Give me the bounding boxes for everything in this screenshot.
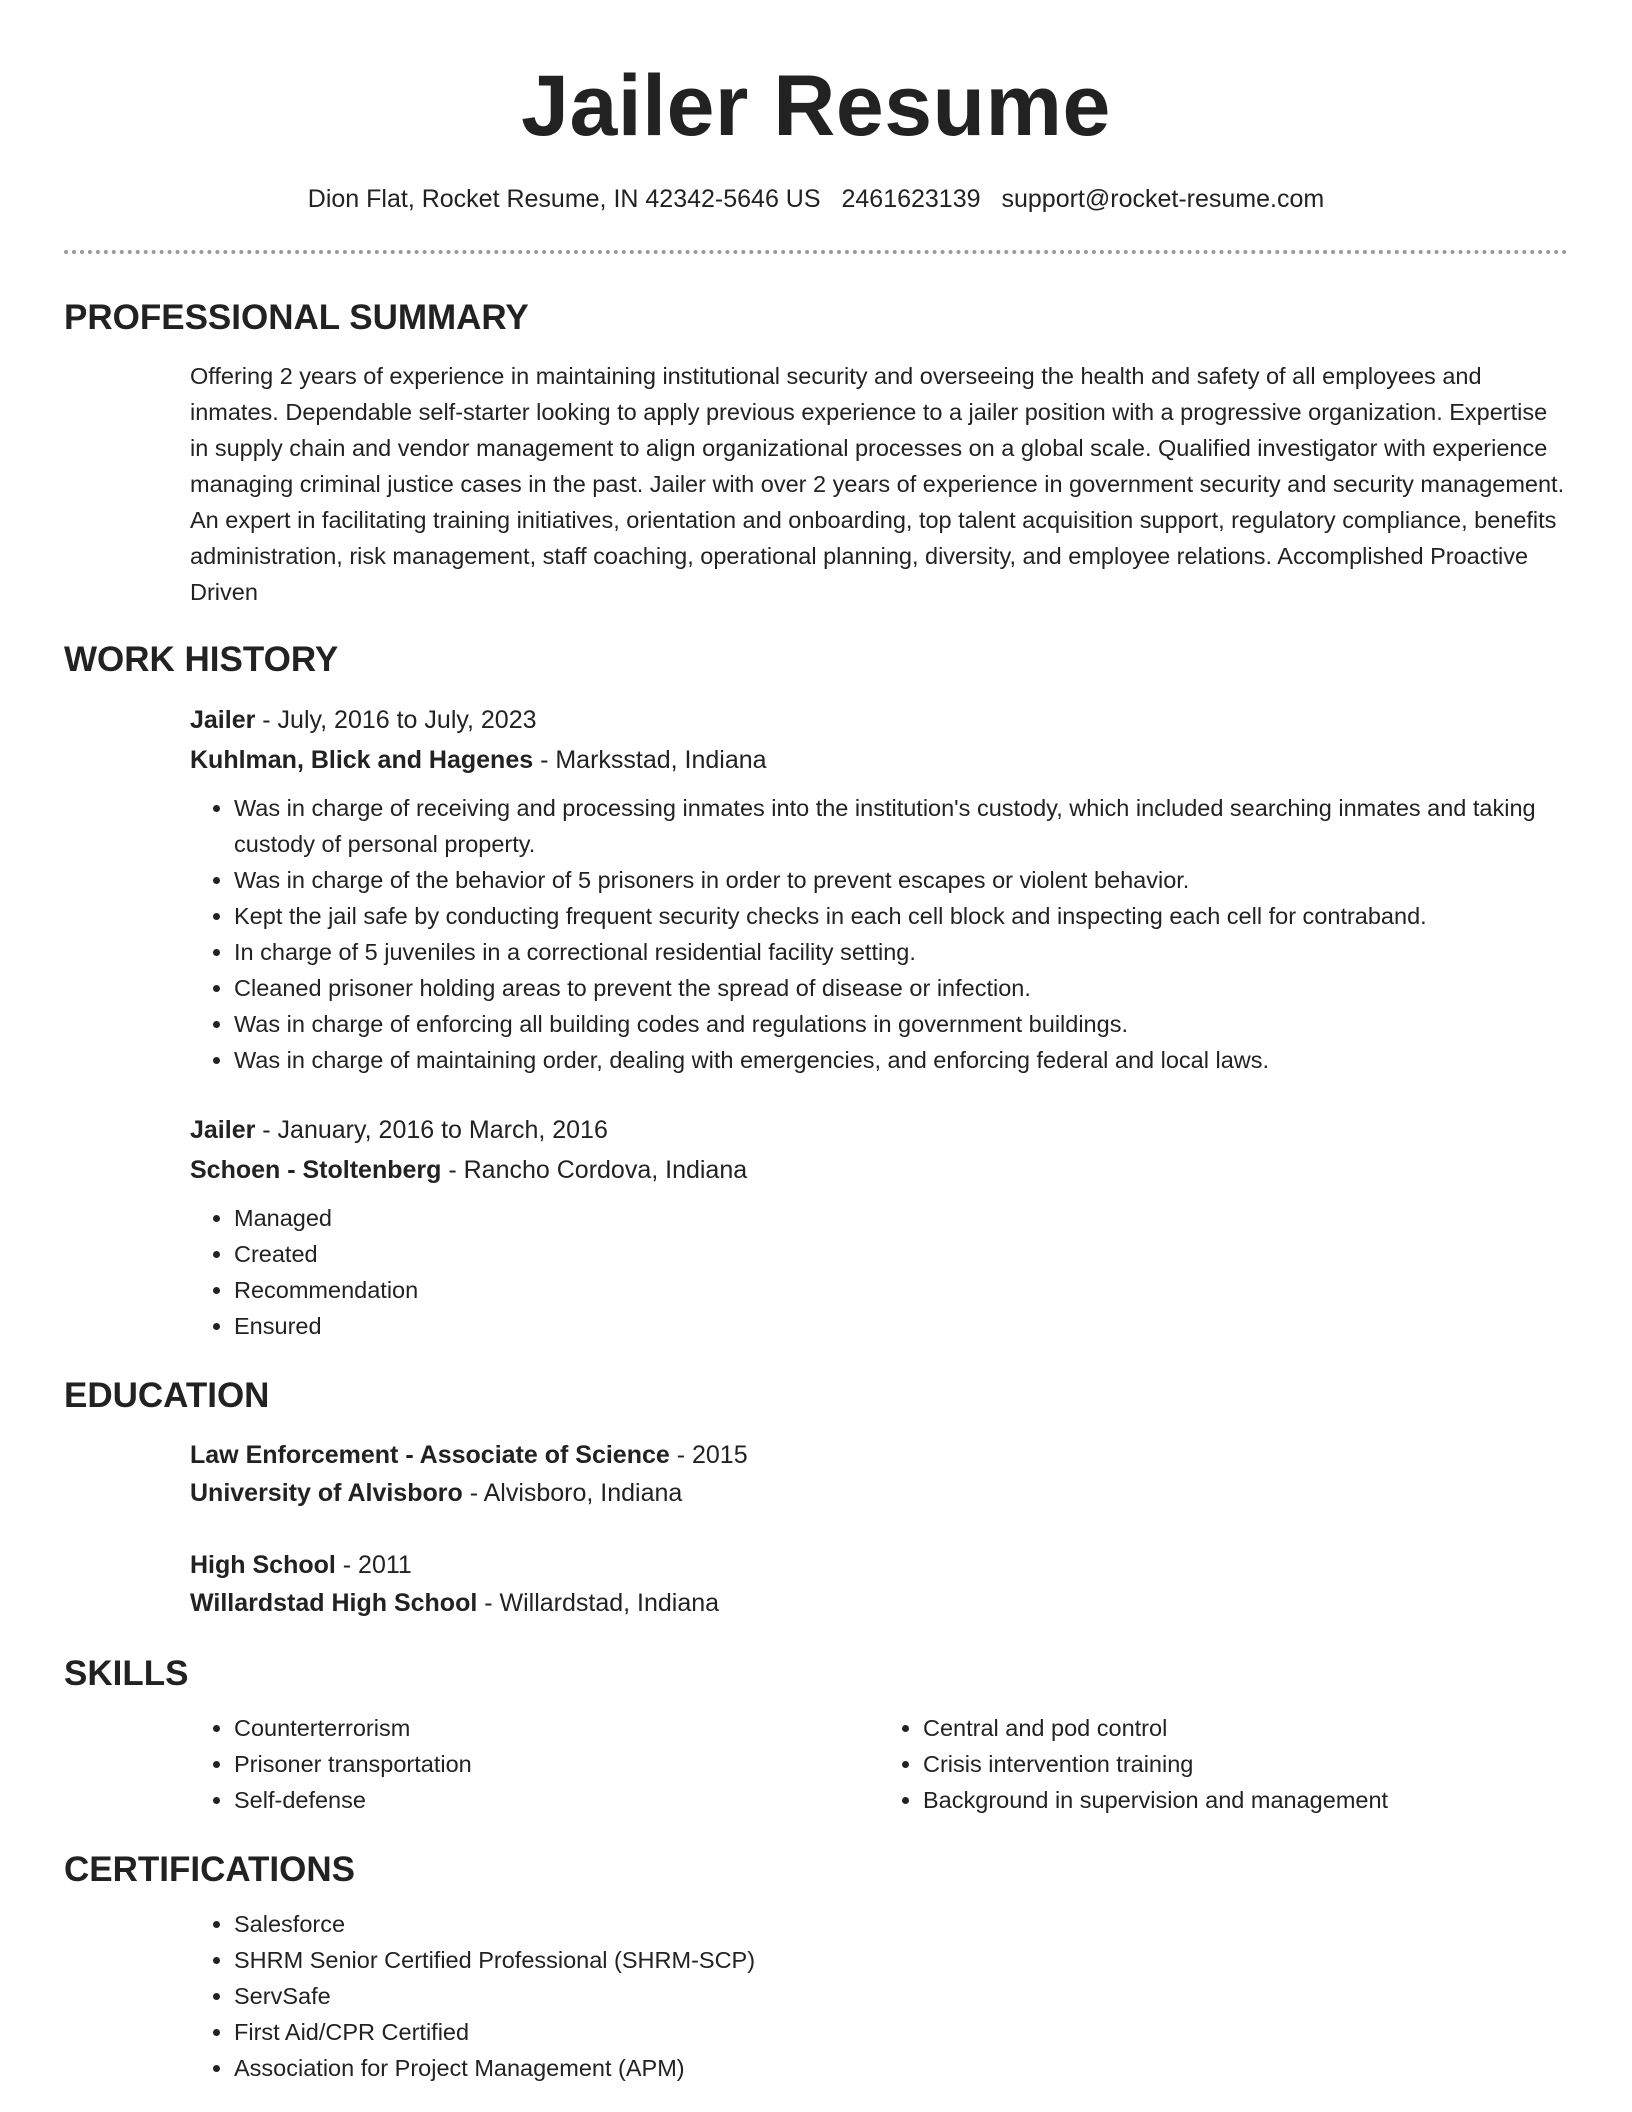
job-company: Kuhlman, Blick and Hagenes bbox=[190, 746, 534, 774]
list-item: • Ensured bbox=[234, 1308, 1568, 1344]
education-school-line bbox=[190, 1474, 1568, 1512]
job-dates: - July, 2016 to July, 2023 bbox=[255, 706, 537, 734]
section-title-work: WORK HISTORY bbox=[64, 640, 339, 679]
education-school: University of Alvisboro bbox=[190, 1479, 463, 1507]
job-duties bbox=[190, 790, 1568, 1078]
list-item: • Was in charge of receiving and processing inmates into the institution's custody, which included searching inmates and taking custody of personal property. bbox=[234, 790, 1568, 862]
list-item: • Background in supervision and management bbox=[923, 1782, 1568, 1818]
list-item: • Association for Project Management (APM) bbox=[234, 2050, 1568, 2086]
section-title-summary: PROFESSIONAL SUMMARY bbox=[64, 298, 529, 337]
list-item: • Salesforce bbox=[234, 1906, 1568, 1942]
contact-line bbox=[0, 182, 1632, 216]
education-school: Willardstad High School bbox=[190, 1589, 478, 1617]
summary-body bbox=[190, 358, 1568, 610]
job-entry bbox=[190, 700, 1568, 1078]
list-item: • Was in charge of the behavior of 5 prisoners in order to prevent escapes or violent behavior. bbox=[234, 862, 1568, 898]
certifications-section bbox=[64, 1848, 1568, 2086]
job-company: Schoen - Stoltenberg bbox=[190, 1156, 442, 1184]
skills-section bbox=[64, 1652, 1568, 1818]
education-entry bbox=[190, 1436, 1568, 1512]
section-title-skills: SKILLS bbox=[64, 1654, 189, 1693]
job-role: Jailer bbox=[190, 706, 256, 734]
education-school-line bbox=[190, 1584, 1568, 1622]
education-degree-line bbox=[190, 1436, 1568, 1474]
resume-title: Jailer Resume bbox=[521, 58, 1111, 154]
resume-header bbox=[0, 0, 1632, 216]
list-item: • Central and pod control bbox=[923, 1710, 1568, 1746]
work-body bbox=[190, 700, 1568, 1344]
certifications-list bbox=[190, 1906, 1568, 2086]
section-title-education: EDUCATION bbox=[64, 1376, 270, 1415]
skills-list-left bbox=[190, 1710, 879, 1818]
education-location: - Alvisboro, Indiana bbox=[462, 1479, 683, 1507]
list-item: • In charge of 5 juveniles in a correctional residential facility setting. bbox=[234, 934, 1568, 970]
list-item: • Cleaned prisoner holding areas to prevent the spread of disease or infection. bbox=[234, 970, 1568, 1006]
education-degree: High School bbox=[190, 1551, 336, 1579]
certifications-body bbox=[190, 1906, 1568, 2086]
education-location: - Willardstad, Indiana bbox=[477, 1589, 720, 1617]
education-degree: Law Enforcement - Associate of Science bbox=[190, 1441, 670, 1469]
list-item: • Counterterrorism bbox=[234, 1710, 879, 1746]
contact-address: Dion Flat, Rocket Resume, IN 42342-5646 US bbox=[307, 185, 821, 213]
job-role: Jailer bbox=[190, 1116, 256, 1144]
list-item: • Prisoner transportation bbox=[234, 1746, 879, 1782]
contact-phone: 2461623139 bbox=[841, 185, 981, 213]
list-item: • Crisis intervention training bbox=[923, 1746, 1568, 1782]
section-title-certifications: CERTIFICATIONS bbox=[64, 1850, 356, 1889]
job-company-line bbox=[190, 1150, 1568, 1190]
job-duties bbox=[190, 1200, 1568, 1344]
education-year: - 2015 bbox=[669, 1441, 748, 1469]
list-item: • Created bbox=[234, 1236, 1568, 1272]
education-entry bbox=[190, 1546, 1568, 1622]
list-item: • SHRM Senior Certified Professional (SHRM-SCP) bbox=[234, 1942, 1568, 1978]
job-location: - Marksstad, Indiana bbox=[533, 746, 767, 774]
list-item: • Self-defense bbox=[234, 1782, 879, 1818]
job-location: - Rancho Cordova, Indiana bbox=[441, 1156, 748, 1184]
job-title-line bbox=[190, 700, 1568, 740]
list-item: • Was in charge of enforcing all building codes and regulations in government buildings. bbox=[234, 1006, 1568, 1042]
skills-list-right bbox=[879, 1710, 1568, 1818]
list-item: • Recommendation bbox=[234, 1272, 1568, 1308]
summary-text: Offering 2 years of experience in maintaining institutional security and overseeing the health and safety of all employees and inmates. Dependable self-starter looking to apply previous experience to a jailer position with a progressive organization. Expertise in supply chain and vendor management to align organizational processes on a global scale. Qualified investigator with experience managing criminal justice cases in the past. Jailer with over 2 years of experience in government security and security management. An expert in facilitating training initiatives, orientation and onboarding, top talent acquisition support, regulatory compliance, benefits administration, risk management, staff coaching, operational planning, diversity, and employee relations. Accomplished Proactive Driven bbox=[190, 363, 1565, 605]
skills-body bbox=[190, 1696, 1568, 1818]
summary-section bbox=[64, 296, 1568, 610]
job-company-line bbox=[190, 740, 1568, 780]
contact-email: support@rocket-resume.com bbox=[1001, 185, 1325, 213]
job-dates: - January, 2016 to March, 2016 bbox=[255, 1116, 608, 1144]
job-entry bbox=[190, 1110, 1568, 1344]
education-section bbox=[64, 1374, 1568, 1622]
education-body bbox=[190, 1436, 1568, 1622]
list-item: • Was in charge of maintaining order, dealing with emergencies, and enforcing federal and local laws. bbox=[234, 1042, 1568, 1078]
list-item: • Kept the jail safe by conducting frequent security checks in each cell block and inspecting each cell for contraband. bbox=[234, 898, 1568, 934]
work-section bbox=[64, 638, 1568, 1344]
list-item: • Managed bbox=[234, 1200, 1568, 1236]
education-year: - 2011 bbox=[335, 1551, 412, 1579]
list-item: • ServSafe bbox=[234, 1978, 1568, 2014]
header-divider bbox=[64, 250, 1568, 254]
list-item: • First Aid/CPR Certified bbox=[234, 2014, 1568, 2050]
education-degree-line bbox=[190, 1546, 1568, 1584]
job-title-line bbox=[190, 1110, 1568, 1150]
